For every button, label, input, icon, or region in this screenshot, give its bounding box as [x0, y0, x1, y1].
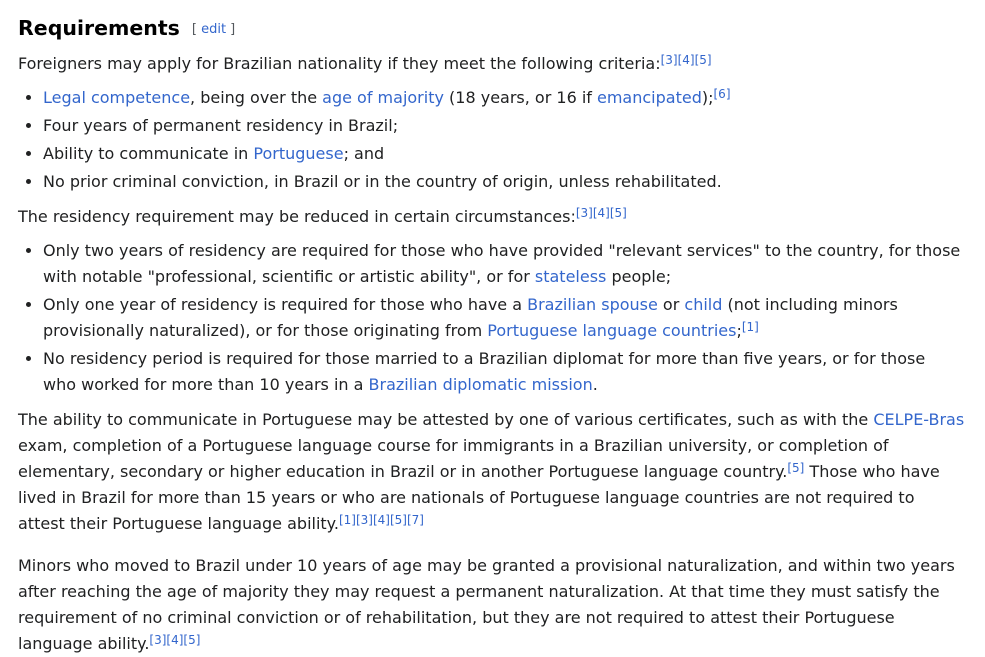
citation-link[interactable]: [1]: [338, 513, 356, 527]
citation-link[interactable]: [4]: [372, 513, 390, 527]
section-title: Requirements: [18, 16, 180, 40]
citation-group: [661, 53, 712, 67]
residency-intro-paragraph: The residency requirement may be reduced in certain circumstances:[3][4][5]: [18, 206, 627, 226]
citation-group: [339, 513, 424, 527]
stateless-link[interactable]: stateless: [534, 267, 607, 286]
list-item: • Ability to communicate in Portuguese; and: [43, 141, 985, 167]
brazilian-spouse-link[interactable]: Brazilian spouse: [527, 295, 658, 314]
citation-link[interactable]: [5]: [389, 513, 407, 527]
citation-link[interactable]: [1]: [741, 320, 759, 334]
edit-section: [ edit ]: [191, 22, 236, 37]
legal-competence-link[interactable]: Legal competence: [43, 88, 191, 107]
list-item: • Legal competence, being over the age of majority (18 years, or 16 if emancipated);[6]: [43, 85, 985, 111]
criteria-list: [18, 85, 985, 195]
citation-link[interactable]: [3]: [149, 633, 167, 647]
brazilian-diplomatic-mission-link[interactable]: Brazilian diplomatic mission: [368, 375, 593, 394]
child-link[interactable]: child: [684, 295, 723, 314]
citation-group: [576, 206, 627, 220]
section-heading: [18, 14, 235, 44]
citation-link[interactable]: [4]: [677, 53, 695, 67]
citation-link[interactable]: [3]: [575, 206, 593, 220]
citation-link[interactable]: [5]: [694, 53, 712, 67]
citation-link[interactable]: [3]: [660, 53, 678, 67]
minors-paragraph: Minors who moved to Brazil under 10 years of age may be granted a provisional naturalization, and within two years after reaching the age of majority they may request a permanent naturalization. At that time they must satisfy the requirement of no criminal conviction or of rehabilitation, but they are not required to attest their Portuguese language ability.[3][4][5]: [18, 556, 955, 653]
citation-group: [149, 633, 200, 647]
citation-link[interactable]: [4]: [592, 206, 610, 220]
list-item: • Four years of permanent residency in Brazil;: [43, 113, 985, 139]
citation-link[interactable]: [5]: [787, 461, 805, 475]
emancipated-link[interactable]: emancipated: [597, 88, 702, 107]
citation-link[interactable]: [6]: [713, 87, 731, 101]
edit-link[interactable]: edit: [201, 22, 227, 37]
citation-link[interactable]: [4]: [166, 633, 184, 647]
citation-link[interactable]: [7]: [406, 513, 424, 527]
age-of-majority-link[interactable]: age of majority: [322, 88, 444, 107]
citation-link[interactable]: [3]: [355, 513, 373, 527]
list-item: • No prior criminal conviction, in Brazil or in the country of origin, unless rehabilitated.: [43, 169, 985, 195]
citation-link[interactable]: [5]: [183, 633, 201, 647]
list-item: • Only two years of residency are required for those who have provided "relevant services" to the country, for those with notable "professional, scientific or artistic ability", or for stateless people;: [43, 238, 963, 290]
list-item: • Only one year of residency is required for those who have a Brazilian spouse or child (not including minors provisionally naturalized), or for those originating from Portuguese language countries;[1]: [43, 292, 963, 344]
reductions-list: [18, 238, 963, 398]
celpe-bras-link[interactable]: CELPE-Bras: [873, 410, 965, 429]
intro-paragraph: Foreigners may apply for Brazilian nationality if they meet the following criteria:[3][4][5]: [18, 53, 712, 73]
portuguese-language-countries-link[interactable]: Portuguese language countries: [487, 321, 737, 340]
citation-link[interactable]: [5]: [609, 206, 627, 220]
list-item: • No residency period is required for those married to a Brazilian diplomat for more than five years, or for those who worked for more than 10 years in a Brazilian diplomatic mission.: [43, 346, 963, 398]
portuguese-link[interactable]: Portuguese: [253, 144, 344, 163]
language-paragraph: The ability to communicate in Portuguese may be attested by one of various certificates, such as with the CELPE-Bras exam, completion of a Portuguese language course for immigrants in a Brazilian university, or completion of elementary, secondary or higher education in Brazil or in another Portuguese language country.[5] Those who have lived in Brazil for more than 15 years or who are nationals of Portuguese language countries are not required to attest their Portuguese language ability.[1][3][4][5][7]: [18, 410, 965, 533]
